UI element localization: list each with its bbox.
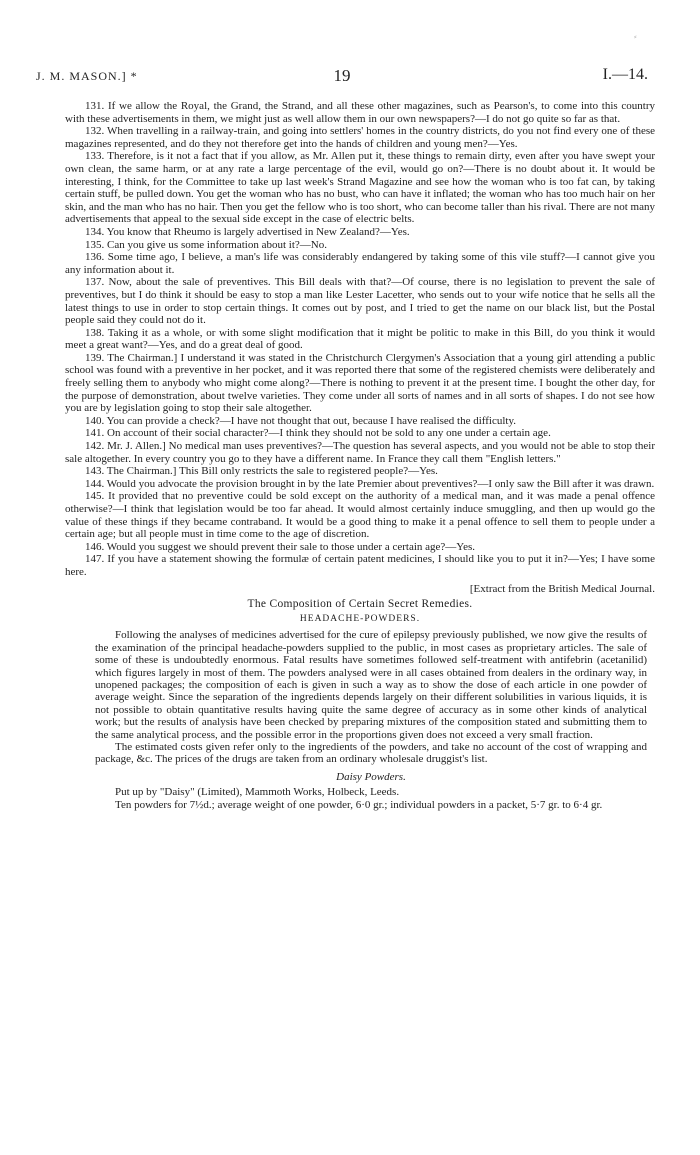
paragraph-135: 135. Can you give us some information about it?—No.	[85, 238, 327, 251]
paragraph-131: 131. If we allow the Royal, the Grand, the Strand, and all these other magazines, such as Pearson's, to come into this country with these advertisements in them, we might just as well allow them in our own newspapers?—I do not go quite so far as that.	[65, 100, 655, 125]
paragraph-132: 132. When travelling in a railway-train, and going into settlers' homes in the country districts, do you not find every one of these magazines represented, and do they not therefore get into the hands of children and young men?—Yes.	[65, 125, 655, 150]
header-author: J. M. MASON.] *	[36, 69, 138, 83]
paragraph-133: 133. Therefore, is it not a fact that if you allow, as Mr. Allen put it, these things to remain dirty, even after you have swept your own clean, the same harm, or at any rate a large percentage of the evil, would go on?—There is no doubt about it. It would be interesting, I think, for the Committee to take up last week's Strand Magazine and see how the woman who is too fat can, by taking certain stuff, be pulled down. You get the woman who has no bust, who can have it inflated; the woman who has too much hair on her skin, and the man who has no hair. Then you get the fellow who is too short, who can become taller than his rival. There are not many advertisements that appeal to the sexual side except in the case of electric belts.	[65, 150, 655, 226]
paragraph-136: 136. Some time ago, I believe, a man's life was considerably endangered by taking some of this vile stuff?—I cannot give you any information about it.	[65, 251, 655, 276]
paragraph-142: 142. Mr. J. Allen.] No medical man uses preventives?—The question has several aspects, and you would not be able to stop their sale altogether. In every country you go to they have a different name. In France they call them "English letters."	[65, 440, 655, 465]
page-number: 19	[333, 66, 351, 85]
paragraph-144: 144. Would you advocate the provision brought in by the late Premier about preventives?—I only saw the Bill after it was drawn.	[85, 477, 655, 490]
header-reference: I.—14.	[602, 66, 648, 83]
paragraph-137: 137. Now, about the sale of preventives. This Bill deals with that?—Of course, there is no legislation to prevent the sale of preventives, but I do think it should be easy to stop a man like Lester Lacetter, who sends out to your wife notice that he sells all the latest things to use in order to stop certain things. It comes out by post, and I tried to get the name on our black list, but the Postal people said they could not do it.	[65, 276, 655, 327]
section-subtitle: HEADACHE-POWDERS.	[299, 613, 421, 624]
paragraph-139: 139. The Chairman.] I understand it was stated in the Christchurch Clergymen's Association that a young girl attending a public school was found with a preventive in her pocket, and it was reported there that some of the registered chemists were deliberately and freely selling them to anybody who might come along?—There is nothing to prevent it at the present time. I bought the other day, for the purpose of demonstration, about twelve varieties. They come under all sorts of names and in all sorts of shapes. I do not see how you are by legislation going to stop their sale altogether.	[65, 351, 655, 415]
extract-paragraph: The estimated costs given refer only to the ingredients of the powders, and take no account of the cost of wrapping and package, &c. The prices of the drugs are taken from an ordinary wholesale druggist's list.	[95, 741, 647, 766]
paragraph-143: 143. The Chairman.] This Bill only restricts the sale to registered people?—Yes.	[85, 465, 438, 478]
paragraph-145: 145. It provided that no preventive could be sold except on the authority of a medical man, and it was made a penal offence otherwise?—I think that legislation would be too far ahead. It would almost certainly induce smuggling, and then up would go the value of these things if they became contraband. It would be a good thing to make it a penal offence to sell them to people under a certain age; but all people must in time come to the age of discretion.	[65, 490, 655, 541]
paragraph-146: 146. Would you suggest we should prevent their sale to those under a certain age?—Yes.	[85, 540, 476, 553]
product-line: Ten powders for 7½d.; average weight of one powder, 6·0 gr.; individual powders in a packet, 5·7 gr. to 6·4 gr.	[115, 798, 603, 811]
section-title: The Composition of Certain Secret Remedies.	[247, 598, 473, 611]
paragraph-140: 140. You can provide a check?—I have not thought that out, because I have realised the difficulty.	[85, 414, 517, 427]
extract-note: [Extract from the British Medical Journal.	[469, 582, 655, 595]
corner-mark: ⸗	[634, 32, 637, 41]
paragraph-141: 141. On account of their social character?—I think they should not be sold to any one under a certain age.	[85, 427, 551, 440]
extract-block	[95, 629, 647, 811]
page-header	[36, 66, 648, 88]
paragraph-134: 134. You know that Rheumo is largely advertised in New Zealand?—Yes.	[85, 225, 410, 238]
document-body	[65, 100, 655, 811]
paragraph-147: 147. If you have a statement showing the formulæ of certain patent medicines, I should like you to put it in?—Yes; I have some here.	[65, 553, 655, 578]
extract-paragraph: Following the analyses of medicines advertised for the cure of epilepsy previously published, we now give the results of the examination of the principal headache-powders supplied to the public, in most cases as proprietary articles. The sale of some of these is undoubtedly enormous. Fatal results have sometimes followed self-treatment with antifebrin (acetanilid) which figures largely in most of them. The powders analysed were in all cases obtained from dealers in the ordinary way, in unopened packages; the composition of each is given in such a way as to show the dose of each article in one powder of average weight. Since the separation of the ingredients depends largely on their different solubilities in various liquids, it is not possible to obtain quantitative results having quite the same degree of accuracy as in some other kinds of analytical work; but the results of analysis have been checked by preparing mixtures of the composition stated and submitting them to the same analytical process, and the possible error in the proportions given does not exceed a very small fraction.	[95, 629, 647, 741]
paragraph-138: 138. Taking it as a whole, or with some slight modification that it might be politic to make in this Bill, do you think it would meet a great want?—Yes, and do a great deal of good.	[65, 326, 655, 352]
product-title: Daisy Powders.	[336, 770, 406, 783]
product-line: Put up by "Daisy" (Limited), Mammoth Works, Holbeck, Leeds.	[115, 786, 400, 799]
